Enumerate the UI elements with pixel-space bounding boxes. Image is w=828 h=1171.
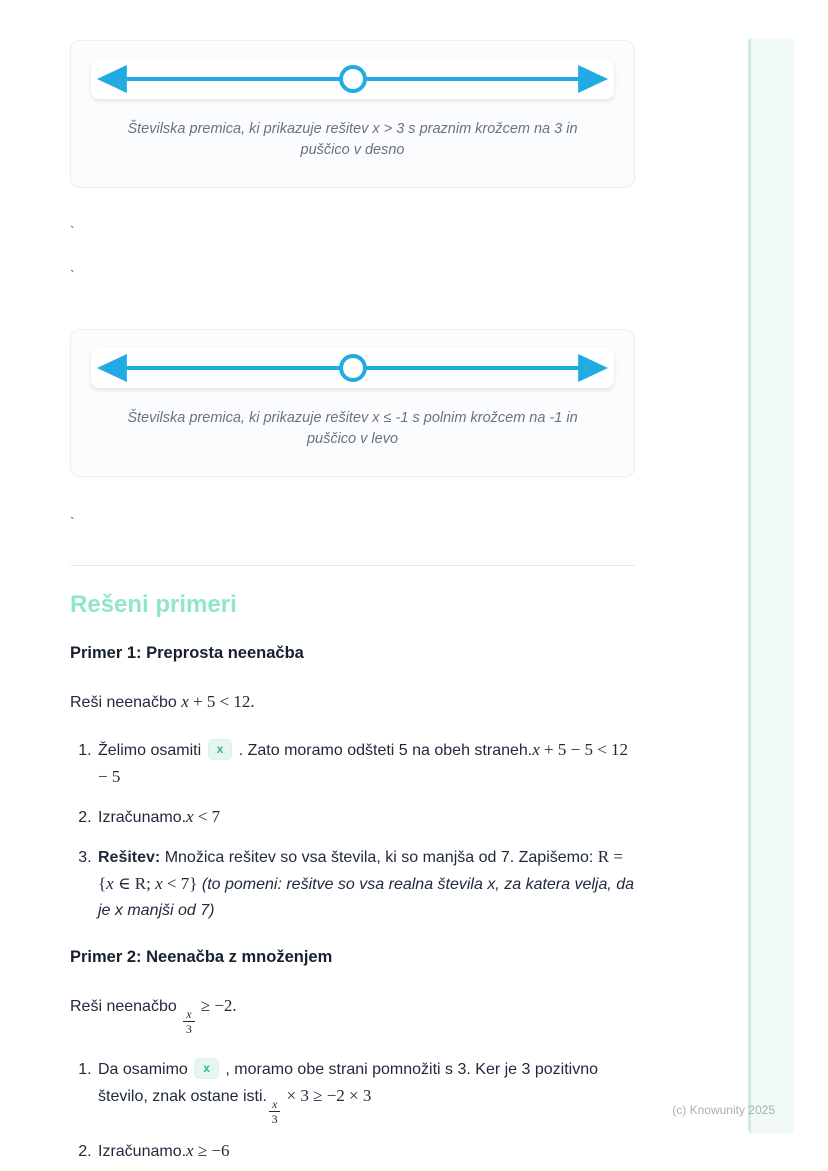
open-circle-marker: [341, 67, 365, 91]
step-math: × 3 ≥ −2 × 3: [282, 1086, 372, 1105]
figure-caption: Številska premica, ki prikazuje rešitev x > 3 s praznim krožcem na 3 in puščico v desno: [127, 121, 578, 158]
step-text: Množica rešitev so vsa števila, ki so manjša od 7. Zapišemo:: [160, 849, 598, 866]
intro-math: x + 5 < 12.: [181, 692, 255, 711]
stray-backtick: `: [70, 514, 75, 530]
example-1-steps: [70, 737, 635, 924]
section-divider: [70, 565, 635, 566]
example-1-title: Primer 1: Preprosta neenačba: [70, 644, 304, 662]
step-math: x < 7: [186, 807, 221, 826]
step-item: [96, 804, 635, 831]
arrow-left-icon: [97, 65, 127, 93]
number-line-svg: [91, 59, 614, 99]
arrow-left-icon: [97, 354, 127, 382]
arrow-right-icon: [578, 354, 608, 382]
page-edge-strip: [748, 38, 794, 1133]
step-item: [96, 737, 635, 791]
step-item: [96, 1138, 635, 1165]
fraction-numerator: x: [269, 1098, 280, 1112]
math-fraction: [183, 1008, 194, 1035]
step-bold-label: Rešitev:: [98, 849, 161, 866]
intro-text: Reši neenačbo: [70, 998, 182, 1015]
copyright-footer: (c) Knowunity 2025: [672, 1103, 775, 1117]
step-note: (to pomeni: rešitve so vsa realna števila x, za katera velja, da je x manjši od 7): [98, 876, 635, 919]
step-text: . Zato moramo odšteti 5 na obeh straneh.: [234, 742, 533, 759]
example-2-title: Primer 2: Neenačba z množenjem: [70, 948, 333, 966]
step-text: Izračunamo.: [98, 1143, 187, 1160]
arrow-right-icon: [578, 65, 608, 93]
number-line-bar: [91, 59, 614, 99]
fraction-denominator: 3: [185, 1022, 192, 1036]
step-math: x ≥ −6: [186, 1141, 230, 1160]
step-text: Izračunamo.: [98, 809, 187, 826]
step-item: [96, 1057, 635, 1125]
step-math: x + 5 − 5 < 12 − 5: [98, 740, 629, 786]
fraction-numerator: x: [183, 1008, 194, 1022]
fraction-denominator: 3: [271, 1112, 278, 1126]
number-line-bar: [91, 348, 614, 388]
figure-card-x-leq-minus1: [70, 329, 635, 477]
variable-chip: x: [194, 1058, 219, 1079]
figure-card-x-greater-3: [70, 40, 635, 188]
content-column: [70, 0, 635, 1171]
example-1-intro: [70, 690, 635, 715]
math-fraction: [269, 1098, 280, 1125]
stray-backtick: `: [70, 267, 75, 283]
open-circle-marker: [341, 356, 365, 380]
intro-math: ≥ −2.: [196, 996, 237, 1015]
step-math: R = {x ∈ R; x < 7}: [98, 847, 623, 893]
number-line-svg: [91, 348, 614, 388]
figure-caption: Številska premica, ki prikazuje rešitev x ≤ -1 s polnim krožcem na -1 in puščico v levo: [127, 410, 578, 447]
step-text: , moramo obe strani pomnožiti s 3. Ker je 3 pozitivno število, znak ostane isti.: [98, 1061, 599, 1105]
stray-backtick: `: [70, 223, 75, 239]
step-text: Želimo osamiti: [98, 742, 202, 759]
example-2-steps: [70, 1057, 635, 1165]
section-title: Rešeni primeri: [70, 591, 237, 618]
example-2-intro: [70, 994, 635, 1035]
intro-text: Reši neenačbo: [70, 694, 182, 711]
step-item: [96, 844, 635, 924]
step-text: Da osamimo: [98, 1061, 188, 1078]
variable-chip: x: [208, 739, 233, 760]
